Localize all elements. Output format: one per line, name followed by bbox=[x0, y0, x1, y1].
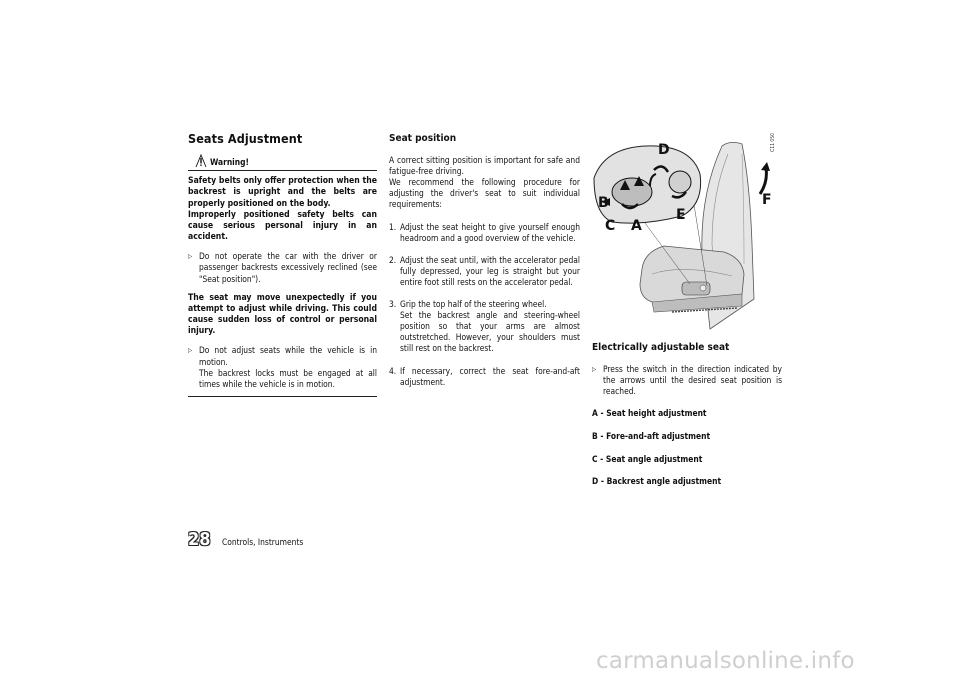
bullet-motion: ▷ Do not adjust seats while the vehicle is in motion. The backrest locks must be engaged at all times while the vehicle is in motion. bbox=[188, 345, 377, 389]
label-e: E bbox=[676, 207, 686, 223]
list-item: 1. Adjust the seat height to give yourself enough headroom and a good overview of the vehicle. bbox=[389, 221, 580, 243]
bullet-triangle-icon: ▷ bbox=[592, 366, 597, 374]
electric-seat-column bbox=[592, 342, 782, 499]
warning-label: Warning! bbox=[210, 157, 249, 168]
list-item: 3. Grip the top half of the steering wheel. Set the backrest angle and steering-wheel position so that your arms are almost outstretched. However, your shoulders must still rest on the backrest. bbox=[389, 299, 580, 354]
page-number: 28 bbox=[188, 529, 211, 550]
label-f: F bbox=[762, 192, 772, 208]
page-title: Seats Adjustment bbox=[188, 131, 303, 146]
legend-item: C - Seat angle adjustment bbox=[592, 453, 703, 464]
intro-text: A correct sitting position is important for safe and fatigue-free driving. We recommend the following procedure for adjusting the driver's seat to suit individual requirements: bbox=[389, 155, 580, 210]
legend-item: D - Backrest angle adjustment bbox=[592, 476, 722, 487]
legend-item: A - Seat height adjustment bbox=[592, 408, 707, 419]
warning-end-divider bbox=[188, 396, 377, 397]
bullet-triangle-icon: ▷ bbox=[188, 253, 193, 261]
warning-text-3: The seat may move unexpectedly if you attempt to adjust while driving. This could cause sudden loss of control or personal injury. bbox=[188, 292, 377, 337]
list-item: 2. Adjust the seat until, with the accelerator pedal fully depressed, your leg is straight but your entire foot still rests on the accelerator pedal. bbox=[389, 254, 580, 287]
section-name: Controls, Instruments bbox=[222, 537, 304, 547]
bullet-triangle-icon: ▷ bbox=[188, 347, 193, 355]
electric-seat-heading: Electrically adjustable seat bbox=[592, 342, 730, 353]
figure-legend bbox=[592, 408, 782, 487]
label-c: C bbox=[605, 218, 616, 234]
safety-column bbox=[188, 133, 377, 397]
warning-text-2: Improperly positioned safety belts can cause serious personal injury in an accident. bbox=[188, 209, 377, 243]
seat-adjustment-figure bbox=[592, 134, 782, 330]
legend-item: B - Fore-and-aft adjustment bbox=[592, 431, 711, 442]
label-b: B bbox=[598, 195, 609, 211]
bullet-press-switch: ▷ Press the switch in the direction indicated by the arrows until the desired seat position is reached. bbox=[592, 364, 782, 397]
figure-code: C11 050 bbox=[770, 133, 776, 152]
warning-header bbox=[188, 155, 377, 171]
list-item: 4. If necessary, correct the seat fore-and-aft adjustment. bbox=[389, 365, 580, 387]
watermark: carmanualsonline.info bbox=[596, 648, 855, 674]
label-a: A bbox=[631, 218, 642, 234]
warning-icon bbox=[195, 154, 207, 168]
bullet-reclined: ▷ Do not operate the car with the driver or passenger backrests excessively reclined (see "Seat position"). bbox=[188, 251, 377, 284]
steps-list bbox=[389, 222, 580, 388]
label-d: D bbox=[658, 142, 670, 158]
warning-text: Safety belts only offer protection when the backrest is upright and the belts are properly positioned on the body. bbox=[188, 176, 377, 209]
seat-position-column bbox=[389, 133, 580, 399]
seat-position-heading: Seat position bbox=[389, 133, 457, 144]
